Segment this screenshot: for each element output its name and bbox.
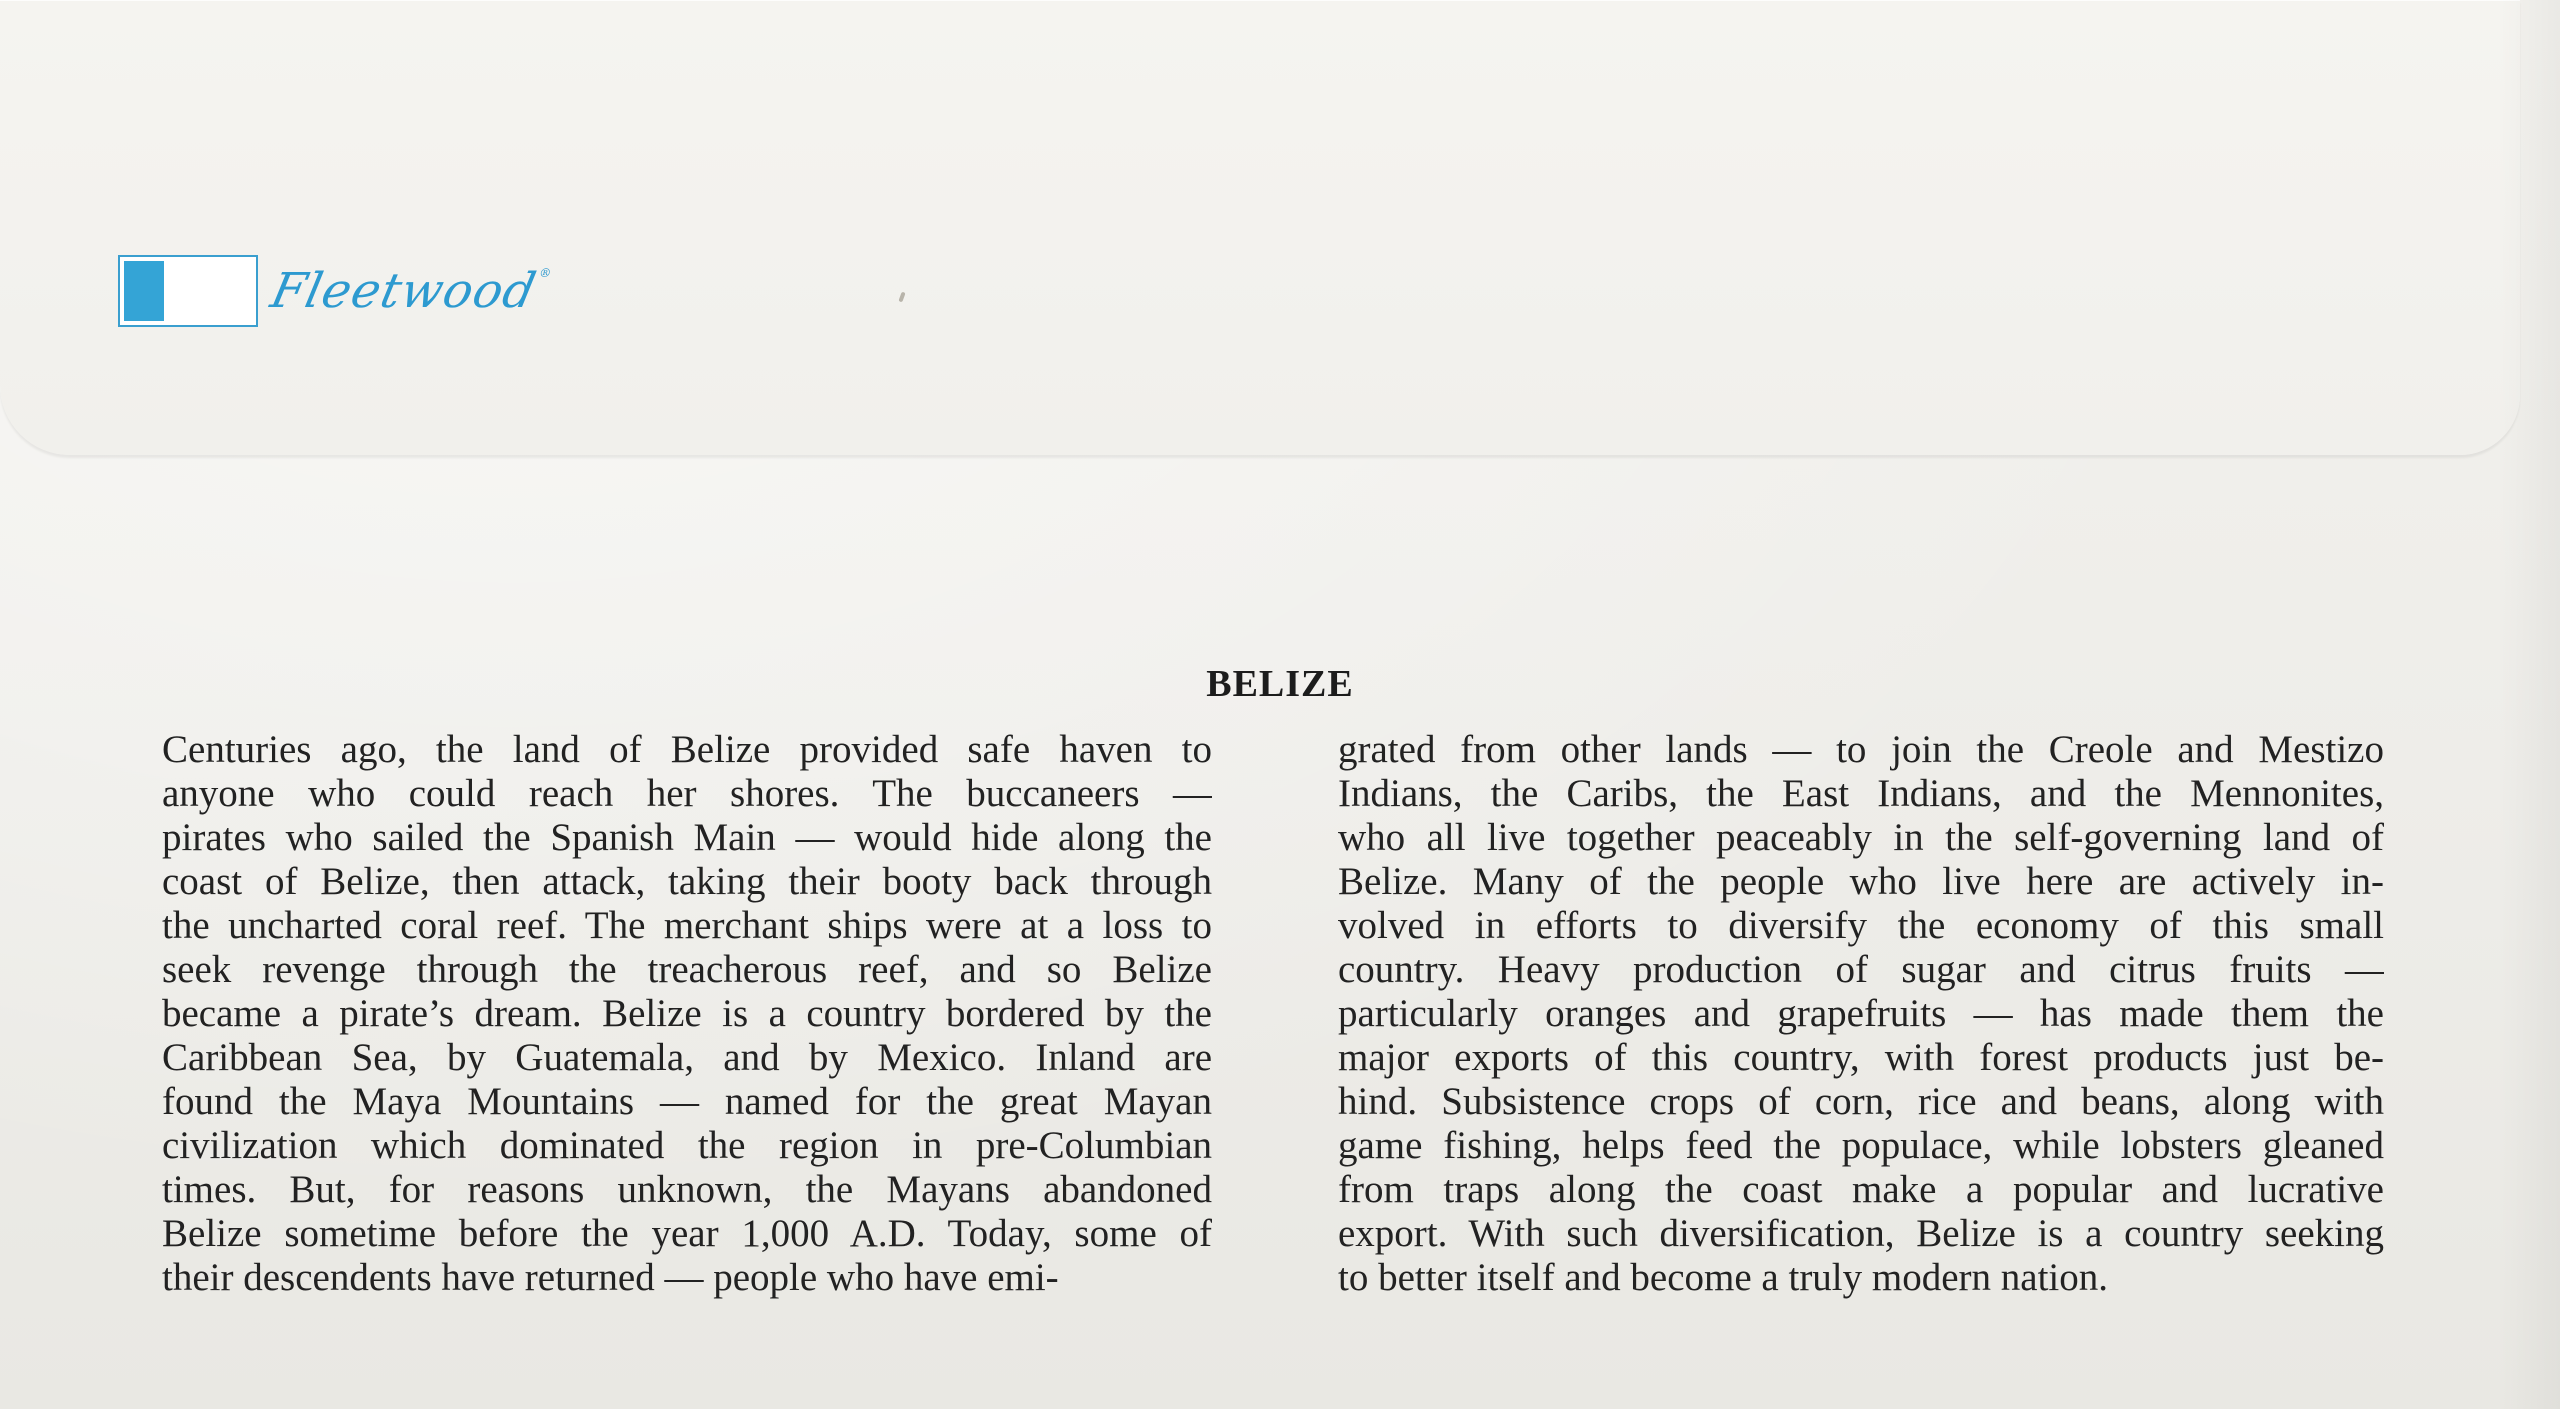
logo-wordmark — [266, 263, 554, 319]
document-title: BELIZE — [1206, 663, 1354, 705]
registered-mark: ® — [537, 266, 554, 280]
text-line: pirates who sailed the Spanish Main — would hide along the — [162, 816, 1212, 859]
text-line: hind. Subsistence crops of corn, rice and beans, along with — [1338, 1080, 2384, 1123]
logo-mark-icon — [118, 255, 258, 327]
text-line: who all live together peaceably in the self-governing land of — [1338, 816, 2384, 859]
logo-mark-fill — [124, 261, 164, 321]
text-line: Caribbean Sea, by Guatemala, and by Mexico. Inland are — [162, 1036, 1212, 1079]
text-line: became a pirate’s dream. Belize is a country bordered by the — [162, 992, 1212, 1035]
text-line: civilization which dominated the region in pre-Columbian — [162, 1124, 1212, 1167]
text-line: Centuries ago, the land of Belize provided safe haven to — [162, 728, 1212, 771]
text-line: seek revenge through the treacherous reef, and so Belize — [162, 948, 1212, 991]
text-line: the uncharted coral reef. The merchant ships were at a loss to — [162, 904, 1212, 947]
text-line: export. With such diversification, Belize is a country seeking — [1338, 1212, 2384, 1255]
text-line: from traps along the coast make a popular and lucrative — [1338, 1168, 2384, 1211]
text-line: Belize sometime before the year 1,000 A.D. Today, some of — [162, 1212, 1212, 1255]
logo-brand-text: Fleetwood — [266, 263, 542, 319]
text-line: times. But, for reasons unknown, the Mayans abandoned — [162, 1168, 1212, 1211]
envelope-flap — [0, 0, 2520, 455]
text-line: their descendents have returned — people who have emi- — [162, 1256, 1059, 1299]
text-line: anyone who could reach her shores. The buccaneers — — [162, 772, 1212, 815]
text-line: coast of Belize, then attack, taking their booty back through — [162, 860, 1212, 903]
text-line: volved in efforts to diversify the economy of this small — [1338, 904, 2384, 947]
text-column-left — [162, 728, 1212, 1300]
text-line: found the Maya Mountains — named for the great Mayan — [162, 1080, 1212, 1123]
text-line: grated from other lands — to join the Creole and Mestizo — [1338, 728, 2384, 771]
text-line: to better itself and become a truly modern nation. — [1338, 1256, 2109, 1299]
text-line: Belize. Many of the people who live here are actively in- — [1338, 860, 2384, 903]
text-column-right — [1338, 728, 2384, 1300]
fleetwood-logo — [118, 255, 554, 327]
text-line: Indians, the Caribs, the East Indians, and the Mennonites, — [1338, 772, 2384, 815]
text-line: country. Heavy production of sugar and citrus fruits — — [1338, 948, 2384, 991]
text-line: particularly oranges and grapefruits — has made them the — [1338, 992, 2384, 1035]
text-line: game fishing, helps feed the populace, while lobsters gleaned — [1338, 1124, 2384, 1167]
text-line: major exports of this country, with forest products just be- — [1338, 1036, 2384, 1079]
